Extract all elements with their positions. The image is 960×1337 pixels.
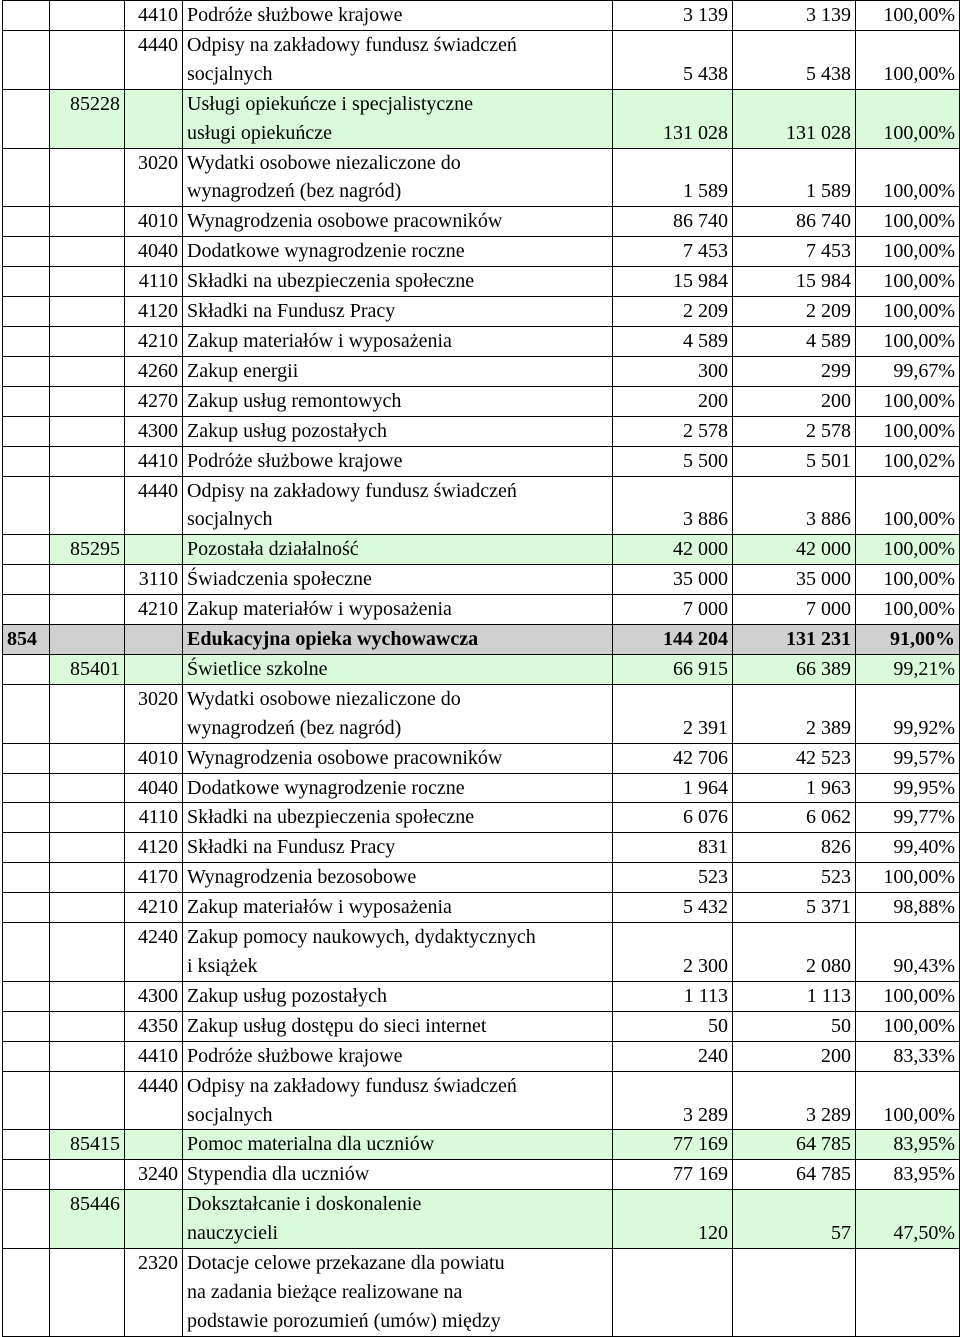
plan-amount-cell: 4 589 xyxy=(613,326,733,356)
paragraf-row xyxy=(3,1249,960,1337)
rozdzial-code-cell xyxy=(50,981,125,1011)
rozdzial-code-cell xyxy=(50,446,125,476)
paragraf-row xyxy=(3,1160,960,1190)
paragraf-row xyxy=(3,743,960,773)
plan-amount-cell: 86 740 xyxy=(613,207,733,237)
rozdzial-code-cell xyxy=(50,684,125,743)
rozdzial-code-cell xyxy=(50,476,125,535)
dzial-code-cell xyxy=(3,148,50,207)
executed-amount-cell: 5 371 xyxy=(733,893,856,923)
rozdzial-code-cell xyxy=(50,148,125,207)
rozdzial-code-cell: 85295 xyxy=(50,535,125,565)
plan-amount-cell: 144 204 xyxy=(613,625,733,655)
paragraf-row xyxy=(3,237,960,267)
plan-amount-cell: 77 169 xyxy=(613,1130,733,1160)
rozdzial-row xyxy=(3,1130,960,1160)
paragraf-row xyxy=(3,446,960,476)
paragraf-code-cell: 4350 xyxy=(125,1011,183,1041)
execution-percent-cell: 83,33% xyxy=(856,1041,960,1071)
executed-amount-cell: 7 453 xyxy=(733,237,856,267)
executed-amount-cell: 66 389 xyxy=(733,654,856,684)
rozdzial-code-cell xyxy=(50,893,125,923)
dzial-code-cell xyxy=(3,1160,50,1190)
executed-amount-cell: 1 589 xyxy=(733,148,856,207)
rozdzial-row xyxy=(3,535,960,565)
rozdzial-code-cell xyxy=(50,833,125,863)
item-name-cell: Stypendia dla uczniów xyxy=(183,1160,613,1190)
paragraf-row xyxy=(3,326,960,356)
executed-amount-cell: 523 xyxy=(733,863,856,893)
executed-amount-cell: 2 389 xyxy=(733,684,856,743)
paragraf-code-cell: 3240 xyxy=(125,1160,183,1190)
execution-percent-cell: 47,50% xyxy=(856,1190,960,1249)
dzial-code-cell xyxy=(3,237,50,267)
paragraf-code-cell: 4240 xyxy=(125,923,183,982)
paragraf-code-cell: 4010 xyxy=(125,743,183,773)
rozdzial-code-cell xyxy=(50,1249,125,1337)
plan-amount-cell: 2 578 xyxy=(613,416,733,446)
execution-percent-cell: 100,00% xyxy=(856,416,960,446)
paragraf-row xyxy=(3,356,960,386)
paragraf-row xyxy=(3,923,960,982)
paragraf-row xyxy=(3,595,960,625)
plan-amount-cell: 300 xyxy=(613,356,733,386)
rozdzial-code-cell xyxy=(50,207,125,237)
dzial-code-cell xyxy=(3,1249,50,1337)
executed-amount-cell: 3 886 xyxy=(733,476,856,535)
rozdzial-code-cell xyxy=(50,1,125,31)
execution-percent-cell: 100,02% xyxy=(856,446,960,476)
paragraf-code-cell: 4170 xyxy=(125,863,183,893)
execution-percent-cell: 100,00% xyxy=(856,326,960,356)
rozdzial-code-cell xyxy=(50,595,125,625)
execution-percent-cell: 99,57% xyxy=(856,743,960,773)
item-name-cell: Edukacyjna opieka wychowawcza xyxy=(183,625,613,655)
executed-amount-cell: 7 000 xyxy=(733,595,856,625)
paragraf-code-cell: 4300 xyxy=(125,981,183,1011)
paragraf-row xyxy=(3,1071,960,1130)
plan-amount-cell: 35 000 xyxy=(613,565,733,595)
dzial-code-cell xyxy=(3,386,50,416)
executed-amount-cell: 200 xyxy=(733,386,856,416)
dzial-code-cell xyxy=(3,893,50,923)
dzial-code-cell xyxy=(3,595,50,625)
paragraf-code-cell: 4440 xyxy=(125,1071,183,1130)
plan-amount-cell: 523 xyxy=(613,863,733,893)
dzial-row xyxy=(3,625,960,655)
plan-amount-cell: 200 xyxy=(613,386,733,416)
dzial-code-cell xyxy=(3,1071,50,1130)
rozdzial-code-cell xyxy=(50,1071,125,1130)
paragraf-code-cell: 4110 xyxy=(125,803,183,833)
plan-amount-cell: 77 169 xyxy=(613,1160,733,1190)
plan-amount-cell: 240 xyxy=(613,1041,733,1071)
rozdzial-code-cell xyxy=(50,863,125,893)
paragraf-row xyxy=(3,803,960,833)
executed-amount-cell xyxy=(733,1249,856,1337)
executed-amount-cell: 4 589 xyxy=(733,326,856,356)
item-name-cell: Wydatki osobowe niezaliczone do wynagrodzeń (bez nagród) xyxy=(183,684,613,743)
item-name-cell: Dotacje celowe przekazane dla powiatu na zadania bieżące realizowane na podstawie porozumień (umów) między xyxy=(183,1249,613,1337)
paragraf-row xyxy=(3,476,960,535)
paragraf-row xyxy=(3,893,960,923)
plan-amount-cell: 2 209 xyxy=(613,297,733,327)
executed-amount-cell: 86 740 xyxy=(733,207,856,237)
item-name-cell: Zakup usług remontowych xyxy=(183,386,613,416)
budget-expenditure-table xyxy=(2,0,960,1337)
executed-amount-cell: 64 785 xyxy=(733,1160,856,1190)
dzial-code-cell xyxy=(3,416,50,446)
execution-percent-cell: 100,00% xyxy=(856,565,960,595)
paragraf-row xyxy=(3,297,960,327)
dzial-code-cell xyxy=(3,833,50,863)
execution-percent-cell: 83,95% xyxy=(856,1160,960,1190)
item-name-cell: Podróże służbowe krajowe xyxy=(183,1041,613,1071)
item-name-cell: Zakup usług pozostałych xyxy=(183,981,613,1011)
dzial-code-cell xyxy=(3,923,50,982)
paragraf-row xyxy=(3,1,960,31)
rozdzial-code-cell xyxy=(50,297,125,327)
plan-amount-cell: 5 500 xyxy=(613,446,733,476)
paragraf-code-cell: 4410 xyxy=(125,1,183,31)
executed-amount-cell: 1 113 xyxy=(733,981,856,1011)
dzial-code-cell xyxy=(3,207,50,237)
executed-amount-cell: 15 984 xyxy=(733,267,856,297)
plan-amount-cell: 42 000 xyxy=(613,535,733,565)
table-body xyxy=(3,1,960,1337)
plan-amount-cell: 3 139 xyxy=(613,1,733,31)
dzial-code-cell xyxy=(3,446,50,476)
plan-amount-cell: 6 076 xyxy=(613,803,733,833)
execution-percent-cell: 100,00% xyxy=(856,1071,960,1130)
dzial-code-cell xyxy=(3,1011,50,1041)
rozdzial-row xyxy=(3,654,960,684)
item-name-cell: Odpisy na zakładowy fundusz świadczeń socjalnych xyxy=(183,1071,613,1130)
paragraf-code-cell xyxy=(125,1190,183,1249)
executed-amount-cell: 2 080 xyxy=(733,923,856,982)
execution-percent-cell: 100,00% xyxy=(856,207,960,237)
execution-percent-cell: 99,77% xyxy=(856,803,960,833)
execution-percent-cell: 100,00% xyxy=(856,148,960,207)
execution-percent-cell: 100,00% xyxy=(856,863,960,893)
dzial-code-cell xyxy=(3,1130,50,1160)
paragraf-code-cell: 4260 xyxy=(125,356,183,386)
item-name-cell: Dodatkowe wynagrodzenie roczne xyxy=(183,773,613,803)
executed-amount-cell: 2 578 xyxy=(733,416,856,446)
plan-amount-cell: 3 289 xyxy=(613,1071,733,1130)
plan-amount-cell: 7 000 xyxy=(613,595,733,625)
paragraf-code-cell: 4410 xyxy=(125,1041,183,1071)
execution-percent-cell: 99,40% xyxy=(856,833,960,863)
executed-amount-cell: 131 231 xyxy=(733,625,856,655)
item-name-cell: Zakup materiałów i wyposażenia xyxy=(183,893,613,923)
paragraf-code-cell: 4210 xyxy=(125,893,183,923)
item-name-cell: Odpisy na zakładowy fundusz świadczeń socjalnych xyxy=(183,476,613,535)
dzial-code-cell: 854 xyxy=(3,625,50,655)
paragraf-row xyxy=(3,684,960,743)
plan-amount-cell: 42 706 xyxy=(613,743,733,773)
paragraf-code-cell: 4010 xyxy=(125,207,183,237)
dzial-code-cell xyxy=(3,565,50,595)
item-name-cell: Podróże służbowe krajowe xyxy=(183,446,613,476)
paragraf-row xyxy=(3,207,960,237)
dzial-code-cell xyxy=(3,1190,50,1249)
paragraf-code-cell: 2320 xyxy=(125,1249,183,1337)
executed-amount-cell: 42 523 xyxy=(733,743,856,773)
execution-percent-cell xyxy=(856,1249,960,1337)
paragraf-code-cell: 4040 xyxy=(125,237,183,267)
rozdzial-code-cell xyxy=(50,803,125,833)
paragraf-row xyxy=(3,386,960,416)
dzial-code-cell xyxy=(3,89,50,148)
plan-amount-cell xyxy=(613,1249,733,1337)
rozdzial-code-cell xyxy=(50,1160,125,1190)
rozdzial-code-cell xyxy=(50,326,125,356)
rozdzial-code-cell xyxy=(50,237,125,267)
dzial-code-cell xyxy=(3,356,50,386)
execution-percent-cell: 100,00% xyxy=(856,30,960,89)
execution-percent-cell: 100,00% xyxy=(856,237,960,267)
executed-amount-cell: 2 209 xyxy=(733,297,856,327)
execution-percent-cell: 90,43% xyxy=(856,923,960,982)
item-name-cell: Zakup usług dostępu do sieci internet xyxy=(183,1011,613,1041)
dzial-code-cell xyxy=(3,326,50,356)
paragraf-code-cell: 4300 xyxy=(125,416,183,446)
item-name-cell: Wynagrodzenia osobowe pracowników xyxy=(183,207,613,237)
paragraf-row xyxy=(3,981,960,1011)
dzial-code-cell xyxy=(3,1041,50,1071)
rozdzial-row xyxy=(3,89,960,148)
execution-percent-cell: 99,67% xyxy=(856,356,960,386)
rozdzial-code-cell xyxy=(50,1011,125,1041)
dzial-code-cell xyxy=(3,476,50,535)
executed-amount-cell: 3 289 xyxy=(733,1071,856,1130)
execution-percent-cell: 100,00% xyxy=(856,595,960,625)
dzial-code-cell xyxy=(3,773,50,803)
paragraf-code-cell xyxy=(125,625,183,655)
paragraf-code-cell: 4270 xyxy=(125,386,183,416)
executed-amount-cell: 50 xyxy=(733,1011,856,1041)
dzial-code-cell xyxy=(3,267,50,297)
execution-percent-cell: 99,21% xyxy=(856,654,960,684)
dzial-code-cell xyxy=(3,684,50,743)
paragraf-code-cell: 3020 xyxy=(125,684,183,743)
execution-percent-cell: 91,00% xyxy=(856,625,960,655)
item-name-cell: Zakup pomocy naukowych, dydaktycznych i książek xyxy=(183,923,613,982)
dzial-code-cell xyxy=(3,863,50,893)
dzial-code-cell xyxy=(3,743,50,773)
paragraf-code-cell: 4120 xyxy=(125,297,183,327)
item-name-cell: Wynagrodzenia bezosobowe xyxy=(183,863,613,893)
plan-amount-cell: 3 886 xyxy=(613,476,733,535)
execution-percent-cell: 100,00% xyxy=(856,386,960,416)
item-name-cell: Wydatki osobowe niezaliczone do wynagrodzeń (bez nagród) xyxy=(183,148,613,207)
rozdzial-row xyxy=(3,1190,960,1249)
item-name-cell: Zakup energii xyxy=(183,356,613,386)
plan-amount-cell: 66 915 xyxy=(613,654,733,684)
execution-percent-cell: 100,00% xyxy=(856,981,960,1011)
rozdzial-code-cell xyxy=(50,267,125,297)
executed-amount-cell: 299 xyxy=(733,356,856,386)
item-name-cell: Pomoc materialna dla uczniów xyxy=(183,1130,613,1160)
executed-amount-cell: 5 501 xyxy=(733,446,856,476)
paragraf-row xyxy=(3,565,960,595)
dzial-code-cell xyxy=(3,1,50,31)
execution-percent-cell: 83,95% xyxy=(856,1130,960,1160)
item-name-cell: Odpisy na zakładowy fundusz świadczeń socjalnych xyxy=(183,30,613,89)
plan-amount-cell: 15 984 xyxy=(613,267,733,297)
item-name-cell: Składki na ubezpieczenia społeczne xyxy=(183,267,613,297)
executed-amount-cell: 200 xyxy=(733,1041,856,1071)
item-name-cell: Składki na Fundusz Pracy xyxy=(183,297,613,327)
plan-amount-cell: 1 589 xyxy=(613,148,733,207)
item-name-cell: Zakup materiałów i wyposażenia xyxy=(183,595,613,625)
item-name-cell: Dodatkowe wynagrodzenie roczne xyxy=(183,237,613,267)
execution-percent-cell: 100,00% xyxy=(856,1011,960,1041)
plan-amount-cell: 1 964 xyxy=(613,773,733,803)
dzial-code-cell xyxy=(3,654,50,684)
paragraf-code-cell xyxy=(125,89,183,148)
paragraf-code-cell: 4120 xyxy=(125,833,183,863)
rozdzial-code-cell xyxy=(50,565,125,595)
paragraf-code-cell: 4440 xyxy=(125,30,183,89)
paragraf-row xyxy=(3,773,960,803)
executed-amount-cell: 64 785 xyxy=(733,1130,856,1160)
execution-percent-cell: 100,00% xyxy=(856,1,960,31)
dzial-code-cell xyxy=(3,981,50,1011)
paragraf-row xyxy=(3,416,960,446)
executed-amount-cell: 131 028 xyxy=(733,89,856,148)
paragraf-row xyxy=(3,1041,960,1071)
plan-amount-cell: 1 113 xyxy=(613,981,733,1011)
rozdzial-code-cell: 85401 xyxy=(50,654,125,684)
execution-percent-cell: 100,00% xyxy=(856,535,960,565)
paragraf-code-cell: 4110 xyxy=(125,267,183,297)
paragraf-code-cell: 4210 xyxy=(125,326,183,356)
rozdzial-code-cell xyxy=(50,923,125,982)
paragraf-code-cell xyxy=(125,654,183,684)
paragraf-row xyxy=(3,863,960,893)
executed-amount-cell: 3 139 xyxy=(733,1,856,31)
executed-amount-cell: 57 xyxy=(733,1190,856,1249)
plan-amount-cell: 2 300 xyxy=(613,923,733,982)
execution-percent-cell: 99,95% xyxy=(856,773,960,803)
item-name-cell: Pozostała działalność xyxy=(183,535,613,565)
item-name-cell: Zakup usług pozostałych xyxy=(183,416,613,446)
execution-percent-cell: 100,00% xyxy=(856,476,960,535)
dzial-code-cell xyxy=(3,535,50,565)
item-name-cell: Świadczenia społeczne xyxy=(183,565,613,595)
item-name-cell: Wynagrodzenia osobowe pracowników xyxy=(183,743,613,773)
execution-percent-cell: 99,92% xyxy=(856,684,960,743)
item-name-cell: Składki na Fundusz Pracy xyxy=(183,833,613,863)
item-name-cell: Usługi opiekuńcze i specjalistyczne usługi opiekuńcze xyxy=(183,89,613,148)
paragraf-code-cell: 4210 xyxy=(125,595,183,625)
item-name-cell: Świetlice szkolne xyxy=(183,654,613,684)
rozdzial-code-cell: 85415 xyxy=(50,1130,125,1160)
paragraf-code-cell: 4440 xyxy=(125,476,183,535)
item-name-cell: Zakup materiałów i wyposażenia xyxy=(183,326,613,356)
rozdzial-code-cell: 85446 xyxy=(50,1190,125,1249)
paragraf-code-cell xyxy=(125,535,183,565)
paragraf-row xyxy=(3,833,960,863)
rozdzial-code-cell xyxy=(50,625,125,655)
paragraf-code-cell: 4040 xyxy=(125,773,183,803)
paragraf-row xyxy=(3,30,960,89)
execution-percent-cell: 100,00% xyxy=(856,297,960,327)
dzial-code-cell xyxy=(3,297,50,327)
executed-amount-cell: 42 000 xyxy=(733,535,856,565)
item-name-cell: Składki na ubezpieczenia społeczne xyxy=(183,803,613,833)
rozdzial-code-cell xyxy=(50,356,125,386)
plan-amount-cell: 7 453 xyxy=(613,237,733,267)
paragraf-code-cell: 3110 xyxy=(125,565,183,595)
paragraf-row xyxy=(3,1011,960,1041)
dzial-code-cell xyxy=(3,803,50,833)
rozdzial-code-cell xyxy=(50,1041,125,1071)
executed-amount-cell: 826 xyxy=(733,833,856,863)
paragraf-row xyxy=(3,267,960,297)
execution-percent-cell: 100,00% xyxy=(856,267,960,297)
rozdzial-code-cell xyxy=(50,30,125,89)
plan-amount-cell: 120 xyxy=(613,1190,733,1249)
plan-amount-cell: 50 xyxy=(613,1011,733,1041)
rozdzial-code-cell xyxy=(50,416,125,446)
executed-amount-cell: 5 438 xyxy=(733,30,856,89)
executed-amount-cell: 1 963 xyxy=(733,773,856,803)
dzial-code-cell xyxy=(3,30,50,89)
plan-amount-cell: 831 xyxy=(613,833,733,863)
execution-percent-cell: 98,88% xyxy=(856,893,960,923)
paragraf-code-cell: 4410 xyxy=(125,446,183,476)
rozdzial-code-cell xyxy=(50,386,125,416)
paragraf-row xyxy=(3,148,960,207)
paragraf-code-cell: 3020 xyxy=(125,148,183,207)
plan-amount-cell: 131 028 xyxy=(613,89,733,148)
plan-amount-cell: 5 432 xyxy=(613,893,733,923)
execution-percent-cell: 100,00% xyxy=(856,89,960,148)
rozdzial-code-cell: 85228 xyxy=(50,89,125,148)
item-name-cell: Dokształcanie i doskonalenie nauczycieli xyxy=(183,1190,613,1249)
plan-amount-cell: 2 391 xyxy=(613,684,733,743)
item-name-cell: Podróże służbowe krajowe xyxy=(183,1,613,31)
executed-amount-cell: 6 062 xyxy=(733,803,856,833)
plan-amount-cell: 5 438 xyxy=(613,30,733,89)
rozdzial-code-cell xyxy=(50,773,125,803)
executed-amount-cell: 35 000 xyxy=(733,565,856,595)
paragraf-code-cell xyxy=(125,1130,183,1160)
rozdzial-code-cell xyxy=(50,743,125,773)
